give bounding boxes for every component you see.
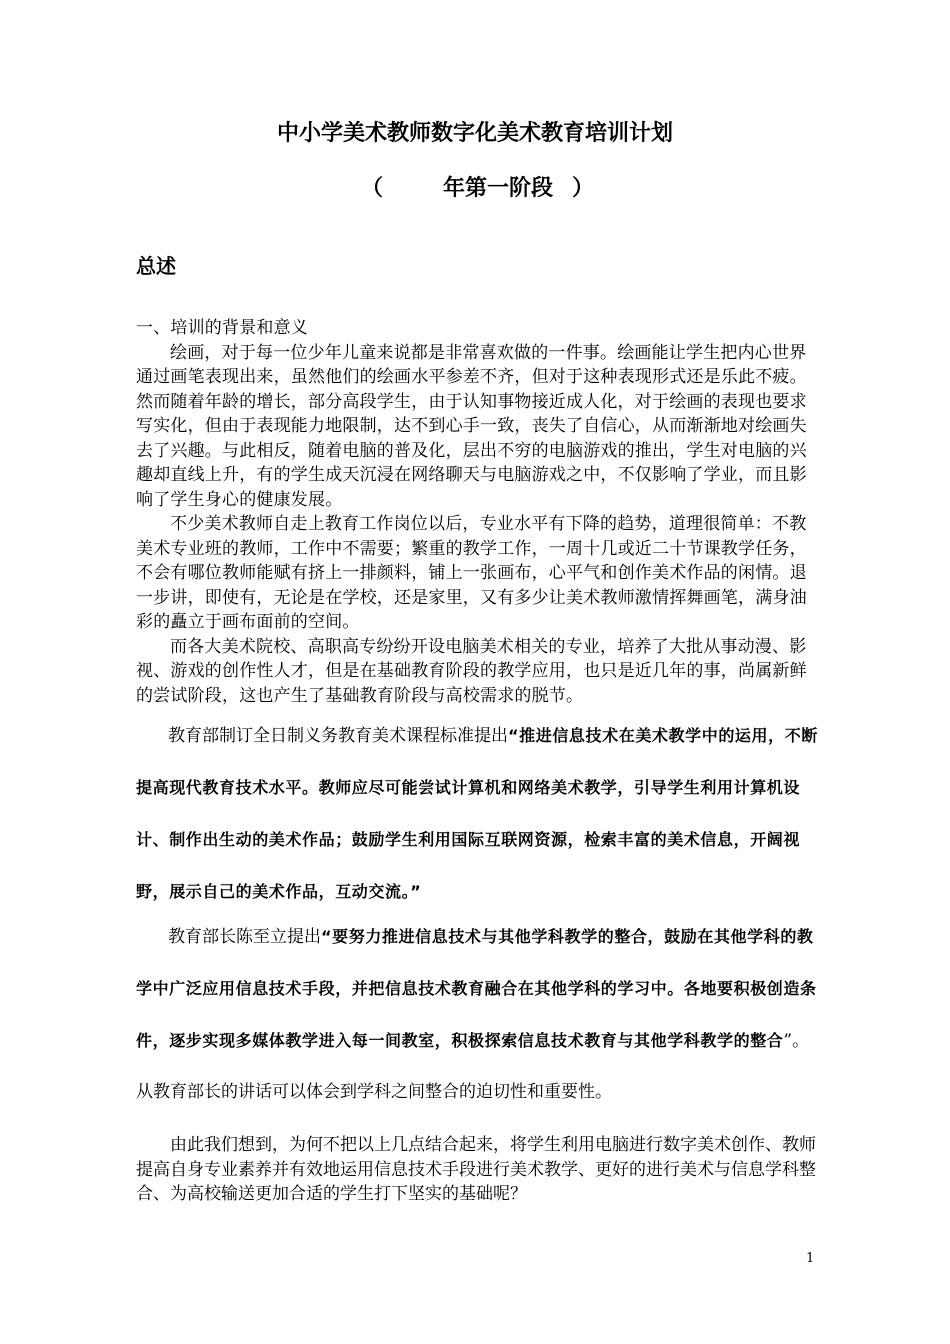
subsection-heading: 一、培训的背景和意义 [136,318,308,338]
section-heading: 总述 [136,254,176,278]
quote-2-tail: ”。从教育部长的讲话可以体会到学科之间整合的迫切性和重要性。 [136,1031,810,1102]
quote-1-lead: 教育部制订全日制义务教育美术课程标准提出 [168,726,508,746]
closing-paragraph: 由此我们想到，为何不把以上几点结合起来，将学生利用电脑进行数字美术创作、教师提高自身专业素养并有效地运用信息技术手段进行美术教学、更好的进行美术与信息学科整合、为高校输送更加合适的学生打下坚实的基础呢？ [136,1135,816,1204]
subtitle-open-paren: （ [361,176,384,201]
subtitle-close-paren: ） [572,176,595,201]
quote-paragraph-1 [136,710,826,918]
quote-2-text: “要努力推进信息技术与其他学科教学的整合，鼓励在其他学科的教学中广泛应用信息技术手段，并把信息技术教育融合在其他学科的学习中。各地要积极创造条件，逐步实现多媒体教学进入每一间教室，积极探索信息技术教育与其他学科教学的整合 [136,927,817,1050]
quote-2-lead: 教育部长陈至立提出 [168,927,321,947]
paragraph-3: 而各大美术院校、高职高专纷纷开设电脑美术相关的专业，培养了大批从事动漫、影视、游戏的创作性人才，但是在基础教育阶段的教学应用，也只是近几年的事，尚属新鲜的尝试阶段，这也产生了基础教育阶段与高校需求的脱节。 [136,636,807,706]
paragraph-1: 绘画，对于每一位少年儿童来说都是非常喜欢做的一件事。绘画能让学生把内心世界通过画笔表现出来，虽然他们的绘画水平参差不齐，但对于这种表现形式还是乐此不疲。然而随着年龄的增长，部分高段学生，由于认知事物接近成人化，对于绘画的表现也要求写实化，但由于表现能力地限制，达不到心手一致，丧失了自信心，从而渐渐地对绘画失去了兴趣。与此相反，随着电脑的普及化，层出不穷的电脑游戏的推出，学生对电脑的兴趣却直线上升，有的学生成天沉浸在网络聊天与电脑游戏之中，不仅影响了学业，而且影响了学生身心的健康发展。 [136,342,807,510]
paragraph-2: 不少美术教师自走上教育工作岗位以后，专业水平有下降的趋势，道理很简单：不教美术专业班的教师，工作中不需要；繁重的教学工作，一周十几或近二十节课教学任务，不会有哪位教师能赋有挤上一排颜料，铺上一张画布，心平气和创作美术作品的闲情。退一步讲，即使有，无论是在学校，还是家里，又有多少让美术教师激情挥舞画笔，满身油彩的矗立于画布面前的空间。 [136,514,807,632]
closing-section [136,1133,821,1207]
page-number: 1 [806,1251,815,1266]
quote-paragraph-2 [136,911,826,1118]
subtitle-text: 年第一阶段 [443,176,554,201]
document-title: 中小学美术教师数字化美术教育培训计划 [276,121,673,146]
quote-1-text: “推进信息技术在美术教学中的运用，不断提高现代教育技术水平。教师应尽可能尝试计算机和网络美术教学，引导学生利用计算机设计、制作出生动的美术作品；鼓励学生利用国际互联网资源，检索丰富的美术信息，开阔视野，展示自己的美术作品，互动交流。” [136,726,818,901]
background-section [136,316,821,708]
